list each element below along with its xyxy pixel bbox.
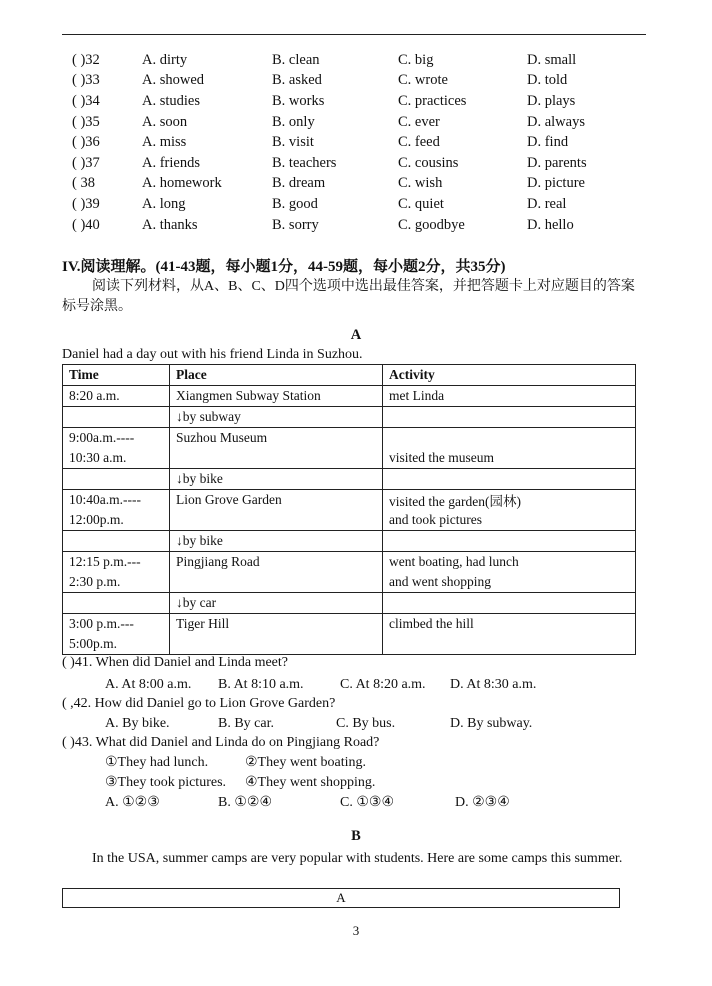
table-row [63, 407, 636, 428]
question-number: ( )36 [72, 134, 100, 151]
cell-activity: and took pictures [383, 510, 636, 531]
cell-activity [383, 593, 636, 614]
option-a: A. showed [142, 72, 205, 89]
cell-time: 8:20 a.m. [63, 386, 170, 407]
question-number: ( )40 [72, 216, 100, 233]
q41-option-b: B. At 8:10 a.m. [218, 677, 304, 692]
option-a: A. friends [142, 154, 200, 171]
q43-statement-4: ④They went shopping. [245, 775, 376, 790]
table-header-row [63, 365, 636, 386]
table-row [63, 510, 636, 531]
cell-activity: visited the garden(园林) [383, 490, 636, 511]
table-row [63, 614, 636, 635]
cell-time: 2:30 p.m. [63, 572, 170, 593]
cell-activity: visited the museum [383, 448, 636, 469]
question-number: ( )33 [72, 72, 100, 89]
option-d: D. plays [527, 92, 576, 109]
passage-b-intro: In the USA, summer camps are very popular with students. Here are some camps this summer. [92, 851, 623, 866]
question-number: ( )32 [72, 51, 100, 68]
question-number: ( )34 [72, 92, 100, 109]
option-c: C. practices [398, 92, 467, 109]
option-d: D. small [527, 51, 577, 68]
option-d: D. told [527, 72, 568, 89]
option-d: D. hello [527, 216, 574, 233]
choice-row [72, 91, 652, 112]
q43-option-c: C. ①③④ [340, 795, 394, 810]
cell-time: 5:00p.m. [63, 634, 170, 655]
table-row [63, 448, 636, 469]
option-a: A. homework [142, 175, 222, 192]
option-d: D. always [527, 113, 585, 130]
schedule-table [62, 364, 636, 655]
q42-option-b: B. By car. [218, 716, 274, 731]
cell-place [170, 634, 383, 655]
cell-time [63, 407, 170, 428]
cell-time: 10:40a.m.---- [63, 490, 170, 511]
camp-box-a: A [62, 888, 620, 908]
table-row [63, 593, 636, 614]
header-place: Place [170, 365, 383, 386]
option-c: C. big [398, 51, 434, 68]
choice-row [72, 71, 652, 92]
option-b: B. works [272, 92, 325, 109]
cell-activity [383, 634, 636, 655]
q43-statement-2: ②They went boating. [245, 755, 367, 770]
choice-row [72, 153, 652, 174]
section-heading: IV.阅读理解。(41-43题，每小题1分，44-59题，每小题2分，共35分) [62, 259, 506, 275]
table-row [63, 386, 636, 407]
cell-activity [383, 407, 636, 428]
cell-time [63, 593, 170, 614]
option-b: B. good [272, 195, 318, 212]
q42-option-c: C. By bus. [336, 716, 396, 731]
cell-activity [383, 469, 636, 490]
table-row [63, 634, 636, 655]
option-b: B. visit [272, 134, 314, 151]
q41-option-d: D. At 8:30 a.m. [450, 677, 537, 692]
page-number: 3 [352, 923, 360, 938]
cell-place: ↓by bike [170, 469, 383, 490]
option-a: A. studies [142, 92, 200, 109]
cell-time: 9:00a.m.---- [63, 428, 170, 449]
table-row [63, 469, 636, 490]
choice-row [72, 132, 652, 153]
q41-option-a: A. At 8:00 a.m. [105, 677, 192, 692]
cell-time [63, 531, 170, 552]
option-d: D. real [527, 195, 567, 212]
cell-activity [383, 428, 636, 449]
cloze-choices [72, 50, 652, 235]
option-a: A. dirty [142, 51, 188, 68]
cell-place: Tiger Hill [170, 614, 383, 635]
cell-time: 12:15 p.m.--- [63, 552, 170, 573]
cell-place: Xiangmen Subway Station [170, 386, 383, 407]
cell-activity: went boating, had lunch [383, 552, 636, 573]
option-b: B. sorry [272, 216, 319, 233]
choice-row [72, 174, 652, 195]
question-43-stem: ( )43. What did Daniel and Linda do on Pingjiang Road? [62, 735, 380, 750]
option-d: D. picture [527, 175, 585, 192]
cell-place: Pingjiang Road [170, 552, 383, 573]
option-c: C. wrote [398, 72, 448, 89]
choice-row [72, 215, 652, 236]
cell-place [170, 448, 383, 469]
option-b: B. clean [272, 51, 320, 68]
top-rule [62, 34, 646, 35]
cell-activity [383, 531, 636, 552]
option-a: A. soon [142, 113, 188, 130]
cell-place: ↓by car [170, 593, 383, 614]
question-number: ( 38 [72, 175, 95, 192]
option-b: B. only [272, 113, 315, 130]
option-c: C. goodbye [398, 216, 465, 233]
q42-option-d: D. By subway. [450, 716, 533, 731]
cell-time [63, 469, 170, 490]
option-a: A. miss [142, 134, 187, 151]
option-c: C. cousins [398, 154, 459, 171]
header-time: Time [63, 365, 170, 386]
table-row [63, 572, 636, 593]
cell-place: Suzhou Museum [170, 428, 383, 449]
cell-place: ↓by bike [170, 531, 383, 552]
section-instructions: 阅读下列材料，从A、B、C、D四个选项中选出最佳答案，并把答题卡上对应题目的答案标号涂黑。 [62, 279, 635, 314]
option-a: A. thanks [142, 216, 198, 233]
option-c: C. quiet [398, 195, 444, 212]
cell-place: Lion Grove Garden [170, 490, 383, 511]
choice-row [72, 112, 652, 133]
question-number: ( )39 [72, 195, 100, 212]
table-row [63, 531, 636, 552]
option-c: C. feed [398, 134, 440, 151]
passage-a-intro: Daniel had a day out with his friend Linda in Suzhou. [62, 347, 363, 362]
cell-time: 12:00p.m. [63, 510, 170, 531]
cell-place [170, 510, 383, 531]
passage-a-title: A [350, 327, 362, 343]
q42-option-a: A. By bike. [105, 716, 170, 731]
question-42-stem: ( ,42. How did Daniel go to Lion Grove Garden? [62, 696, 336, 711]
header-activity: Activity [383, 365, 636, 386]
option-b: B. teachers [272, 154, 337, 171]
q41-option-c: C. At 8:20 a.m. [340, 677, 426, 692]
cell-time: 10:30 a.m. [63, 448, 170, 469]
cell-place: ↓by subway [170, 407, 383, 428]
cell-activity: met Linda [383, 386, 636, 407]
choice-row [72, 194, 652, 215]
option-c: C. ever [398, 113, 440, 130]
q43-statement-3: ③They took pictures. [105, 775, 227, 790]
passage-b-title: B [351, 828, 361, 844]
q43-option-d: D. ②③④ [455, 795, 510, 810]
table-row [63, 552, 636, 573]
q43-option-b: B. ①②④ [218, 795, 272, 810]
choice-row [72, 50, 652, 71]
cell-activity: climbed the hill [383, 614, 636, 635]
q43-option-a: A. ①②③ [105, 795, 160, 810]
table-row [63, 428, 636, 449]
cell-place [170, 572, 383, 593]
option-d: D. find [527, 134, 569, 151]
option-b: B. asked [272, 72, 322, 89]
cell-activity: and went shopping [383, 572, 636, 593]
option-c: C. wish [398, 175, 443, 192]
question-number: ( )35 [72, 113, 100, 130]
cell-time: 3:00 p.m.--- [63, 614, 170, 635]
option-d: D. parents [527, 154, 587, 171]
table-row [63, 490, 636, 511]
option-b: B. dream [272, 175, 326, 192]
question-number: ( )37 [72, 154, 100, 171]
option-a: A. long [142, 195, 186, 212]
question-41-stem: ( )41. When did Daniel and Linda meet? [62, 655, 288, 670]
q43-statement-1: ①They had lunch. [105, 755, 209, 770]
